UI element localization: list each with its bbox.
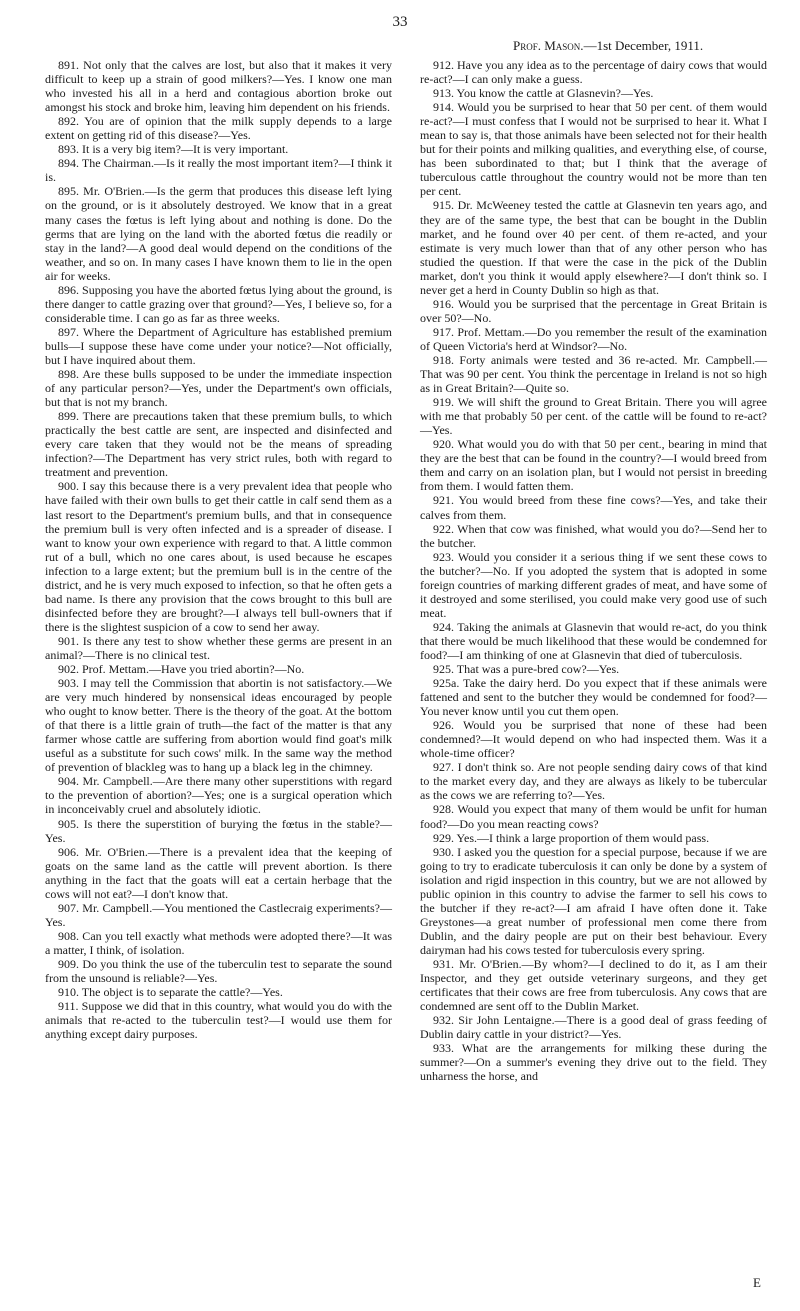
paragraph-921: 921. You would breed from these fine cows?—Yes, and take their calves from them. bbox=[420, 493, 767, 522]
running-head-speaker: Prof. Mason. bbox=[513, 38, 584, 53]
paragraph-895: 895. Mr. O'Brien.—Is the germ that produces this disease left lying on the ground, or is it absolutely destroyed. We know that in a great many cases the fœtus is left lying about and nothing is done. Do the germs that are lying on the land with the aborted fœtus die readily or stay in the land?—A good deal would depend on the conditions of the weather, and so on. In many cases I have known them to lie in the open air for weeks. bbox=[45, 184, 392, 283]
paragraph-920: 920. What would you do with that 50 per cent., bearing in mind that they are the best that can be found in the country?—I would breed from them and carry on an isolation plan, but I would not persist in breeding from them. I would fatten them. bbox=[420, 437, 767, 494]
paragraph-915: 915. Dr. McWeeney tested the cattle at Glasnevin ten years ago, and they are of the same type, the best that can be bought in the Dublin market, and he found over 40 per cent. of them re-acted, and your estimate is very much lower than that of any other person who has studied the question. If that were the case in the pick of the Dublin market, don't you think it would apply elsewhere?—I don't think so. I never get a herd in County Dublin so high as that. bbox=[420, 198, 767, 297]
paragraph-909: 909. Do you think the use of the tuberculin test to separate the sound from the unsound is reliable?—Yes. bbox=[45, 957, 392, 986]
paragraph-929: 929. Yes.—I think a large proportion of them would pass. bbox=[433, 830, 710, 845]
paragraph-933: 933. What are the arrangements for milking these during the summer?—On a summer's evening they drive out to the field. They unharness the horse, and bbox=[420, 1041, 767, 1084]
paragraph-916: 916. Would you be surprised that the percentage in Great Britain is over 50?—No. bbox=[420, 296, 767, 325]
paragraph-926: 926. Would you be surprised that none of these had been condemned?—It would depend on who had inspected them. Was it a whole-time officer? bbox=[420, 718, 767, 761]
running-head-date: —1st December, 1911. bbox=[583, 38, 704, 53]
paragraph-928: 928. Would you expect that many of them would be unfit for human food?—Do you mean reacting cows? bbox=[420, 802, 767, 831]
paragraph-906: 906. Mr. O'Brien.—There is a prevalent idea that the keeping of goats on the same land as the cattle will prevent abortion. Is there anything in the fact that the goats will eat a certain herbage that the cows will not eat?—I don't know that. bbox=[45, 844, 392, 901]
paragraph-912: 912. Have you any idea as to the percentage of dairy cows that would re-act?—I can only make a guess. bbox=[420, 58, 767, 87]
paragraph-904: 904. Mr. Campbell.—Are there many other superstitions with regard to the prevention of abortion?—Yes; one is a surgical operation which in inconceivably cruel and absolutely idiotic. bbox=[45, 774, 392, 817]
right-column bbox=[420, 58, 767, 1083]
paragraph-932: 932. Sir John Lentaigne.—There is a good deal of grass feeding of Dublin dairy cattle in your district?—Yes. bbox=[420, 1013, 767, 1042]
paragraph-894: 894. The Chairman.—Is it really the most important item?—I think it is. bbox=[45, 156, 392, 185]
paragraph-923: 923. Would you consider it a serious thing if we sent these cows to the butcher?—No. If you adopted the system that is adopted in some foreign countries of marking different grades of meat, and have some of it destroyed and some sterilised, you could make very good use of such meat. bbox=[420, 549, 767, 620]
paragraph-896: 896. Supposing you have the aborted fœtus lying about the ground, is there danger to cattle grazing over that ground?—Yes, I believe so, for a considerable time. I can go as far as three weeks. bbox=[45, 282, 392, 325]
paragraph-899: 899. There are precautions taken that these premium bulls, to which practically the best cattle are sent, are inspected and disinfected and every care taken that they would not be the means of spreading infection?—The Department has very strict rules, both with regard to treatment and prevention. bbox=[45, 409, 392, 480]
paragraph-931: 931. Mr. O'Brien.—By whom?—I declined to do it, as I am their Inspector, and they get outside veterinary surgeons, and they get certificates that their cows are free from tuberculosis. Any cows that are condemned are sent off to the Dublin Market. bbox=[420, 957, 767, 1014]
paragraph-927: 927. I don't think so. Are not people sending dairy cows of that kind to the market every day, and they are always as likely to be tubercular as the cows we are referring to?—Yes. bbox=[420, 760, 767, 803]
paragraph-892: 892. You are of opinion that the milk supply depends to a large extent on getting rid of this disease?—Yes. bbox=[45, 114, 392, 143]
paragraph-922: 922. When that cow was finished, what would you do?—Send her to the butcher. bbox=[420, 521, 767, 550]
paragraph-925: 925. That was a pure-bred cow?—Yes. bbox=[433, 662, 620, 677]
paragraph-930: 930. I asked you the question for a special purpose, because if we are going to try to eradicate tuberculosis it can only be done by a system of isolation and rigid inspection in this country, but we are not allowed by public opinion in this country to advise the farmer to sell his cows to the butcher if they re-act?—I am afraid I have often done it. Take Greystones—a great number of professional men come there from Dublin, and the dairy people are put on their best behaviour. Every dairyman had his cows tested for tuberculosis every spring. bbox=[420, 844, 767, 957]
paragraph-901: 901. Is there any test to show whether these germs are present in an animal?—There is no clinical test. bbox=[45, 633, 392, 662]
paragraph-907: 907. Mr. Campbell.—You mentioned the Castlecraig experiments?—Yes. bbox=[45, 900, 392, 929]
paragraph-911: 911. Suppose we did that in this country, what would you do with the animals that re-acted to the tuberculin test?—I would use them for anything except dairy purposes. bbox=[45, 999, 392, 1042]
signature-mark: E bbox=[753, 1275, 761, 1290]
paragraph-903: 903. I may tell the Commission that abortin is not satisfactory.—We are very much hindered by nonsensical ideas encouraged by people who ought to know better. There is the theory of the goat. At the bottom of that there is a little grain of truth—the fact of the matter is that any farmer whose cattle are suffering from abortion would find goat's milk useful as a substitute for such cows' milk. In the same way the method of prevention of blackleg was to hang up a black leg in the chimney. bbox=[45, 676, 392, 775]
page-number: 33 bbox=[392, 14, 408, 30]
paragraph-910: 910. The object is to separate the cattle?—Yes. bbox=[58, 985, 283, 1000]
paragraph-893: 893. It is a very big item?—It is very important. bbox=[58, 142, 289, 157]
paragraph-905: 905. Is there the superstition of burying the fœtus in the stable?—Yes. bbox=[45, 816, 392, 845]
paragraph-900: 900. I say this because there is a very prevalent idea that people who have failed with their own bulls to get their cattle in calf send them as a last resort to the Department's premium bulls, and that in consequence the premium bull is very often infected and is a spreader of disease. I want to know your own experience with regard to that. A little common rut of a bull, which no one cares about, is used because he escapes infection to a large extent; but the premium bull is in the centre of the district, and he is very much exposed to infection, so that he often gets a bad name. Is there any provision that the cows brought to this bull are disinfected before they are brought?—I always tell bull-owners that if there is the slightest suspicion of a cow to send her away. bbox=[45, 479, 392, 634]
paragraph-919: 919. We will shift the ground to Great Britain. There you will agree with me that probably 50 per cent. of the cattle will be found to re-act?—Yes. bbox=[420, 395, 767, 438]
paragraph-914: 914. Would you be surprised to hear that 50 per cent. of them would re-act?—I must confess that I would not be surprised to hear it. What I mean to say is, that those animals have been selected not for their health but for their points and milking qualities, and everything else, of course, has been subordinated to that; but I think that the average of tuberculous cattle throughout the country would not be more than ten per cent. bbox=[420, 100, 767, 199]
paragraph-925a: 925a. Take the dairy herd. Do you expect that if these animals were fattened and sent to the butcher they would be condemned for food?—You never know until you cut them open. bbox=[420, 676, 767, 719]
paragraph-902: 902. Prof. Mettam.—Have you tried abortin?—No. bbox=[58, 662, 305, 677]
left-column bbox=[45, 58, 392, 1041]
running-head bbox=[513, 38, 703, 54]
paragraph-897: 897. Where the Department of Agriculture has established premium bulls—I suppose these have come under your notice?—Not officially, but I have inquired about them. bbox=[45, 324, 392, 367]
paragraph-913: 913. You know the cattle at Glasnevin?—Yes. bbox=[433, 86, 654, 101]
paragraph-908: 908. Can you tell exactly what methods were adopted there?—It was a matter, I think, of isolation. bbox=[45, 928, 392, 957]
paragraph-917: 917. Prof. Mettam.—Do you remember the result of the examination of Queen Victoria's herd at Windsor?—No. bbox=[420, 324, 767, 353]
paragraph-898: 898. Are these bulls supposed to be under the immediate inspection of any particular person?—Yes, under the Department's own officials, but that is not my branch. bbox=[45, 367, 392, 410]
paragraph-924: 924. Taking the animals at Glasnevin that would re-act, do you think that there would be much likelihood that these would be condemned for food?—I am thinking of one at Glasnevin that died of tuberculosis. bbox=[420, 619, 767, 662]
paragraph-918: 918. Forty animals were tested and 36 re-acted. Mr. Campbell.—That was 90 per cent. You think the percentage in Ireland is not so high as in Great Britain?—Quite so. bbox=[420, 352, 767, 396]
paragraph-891: 891. Not only that the calves are lost, but also that it makes it very difficult to keep up a strain of good milkers?—Yes. I know one man who invested his all in a herd and contagious abortion broke out amongst his stock and broke him, leaving him dependent on his friends. bbox=[45, 58, 392, 115]
